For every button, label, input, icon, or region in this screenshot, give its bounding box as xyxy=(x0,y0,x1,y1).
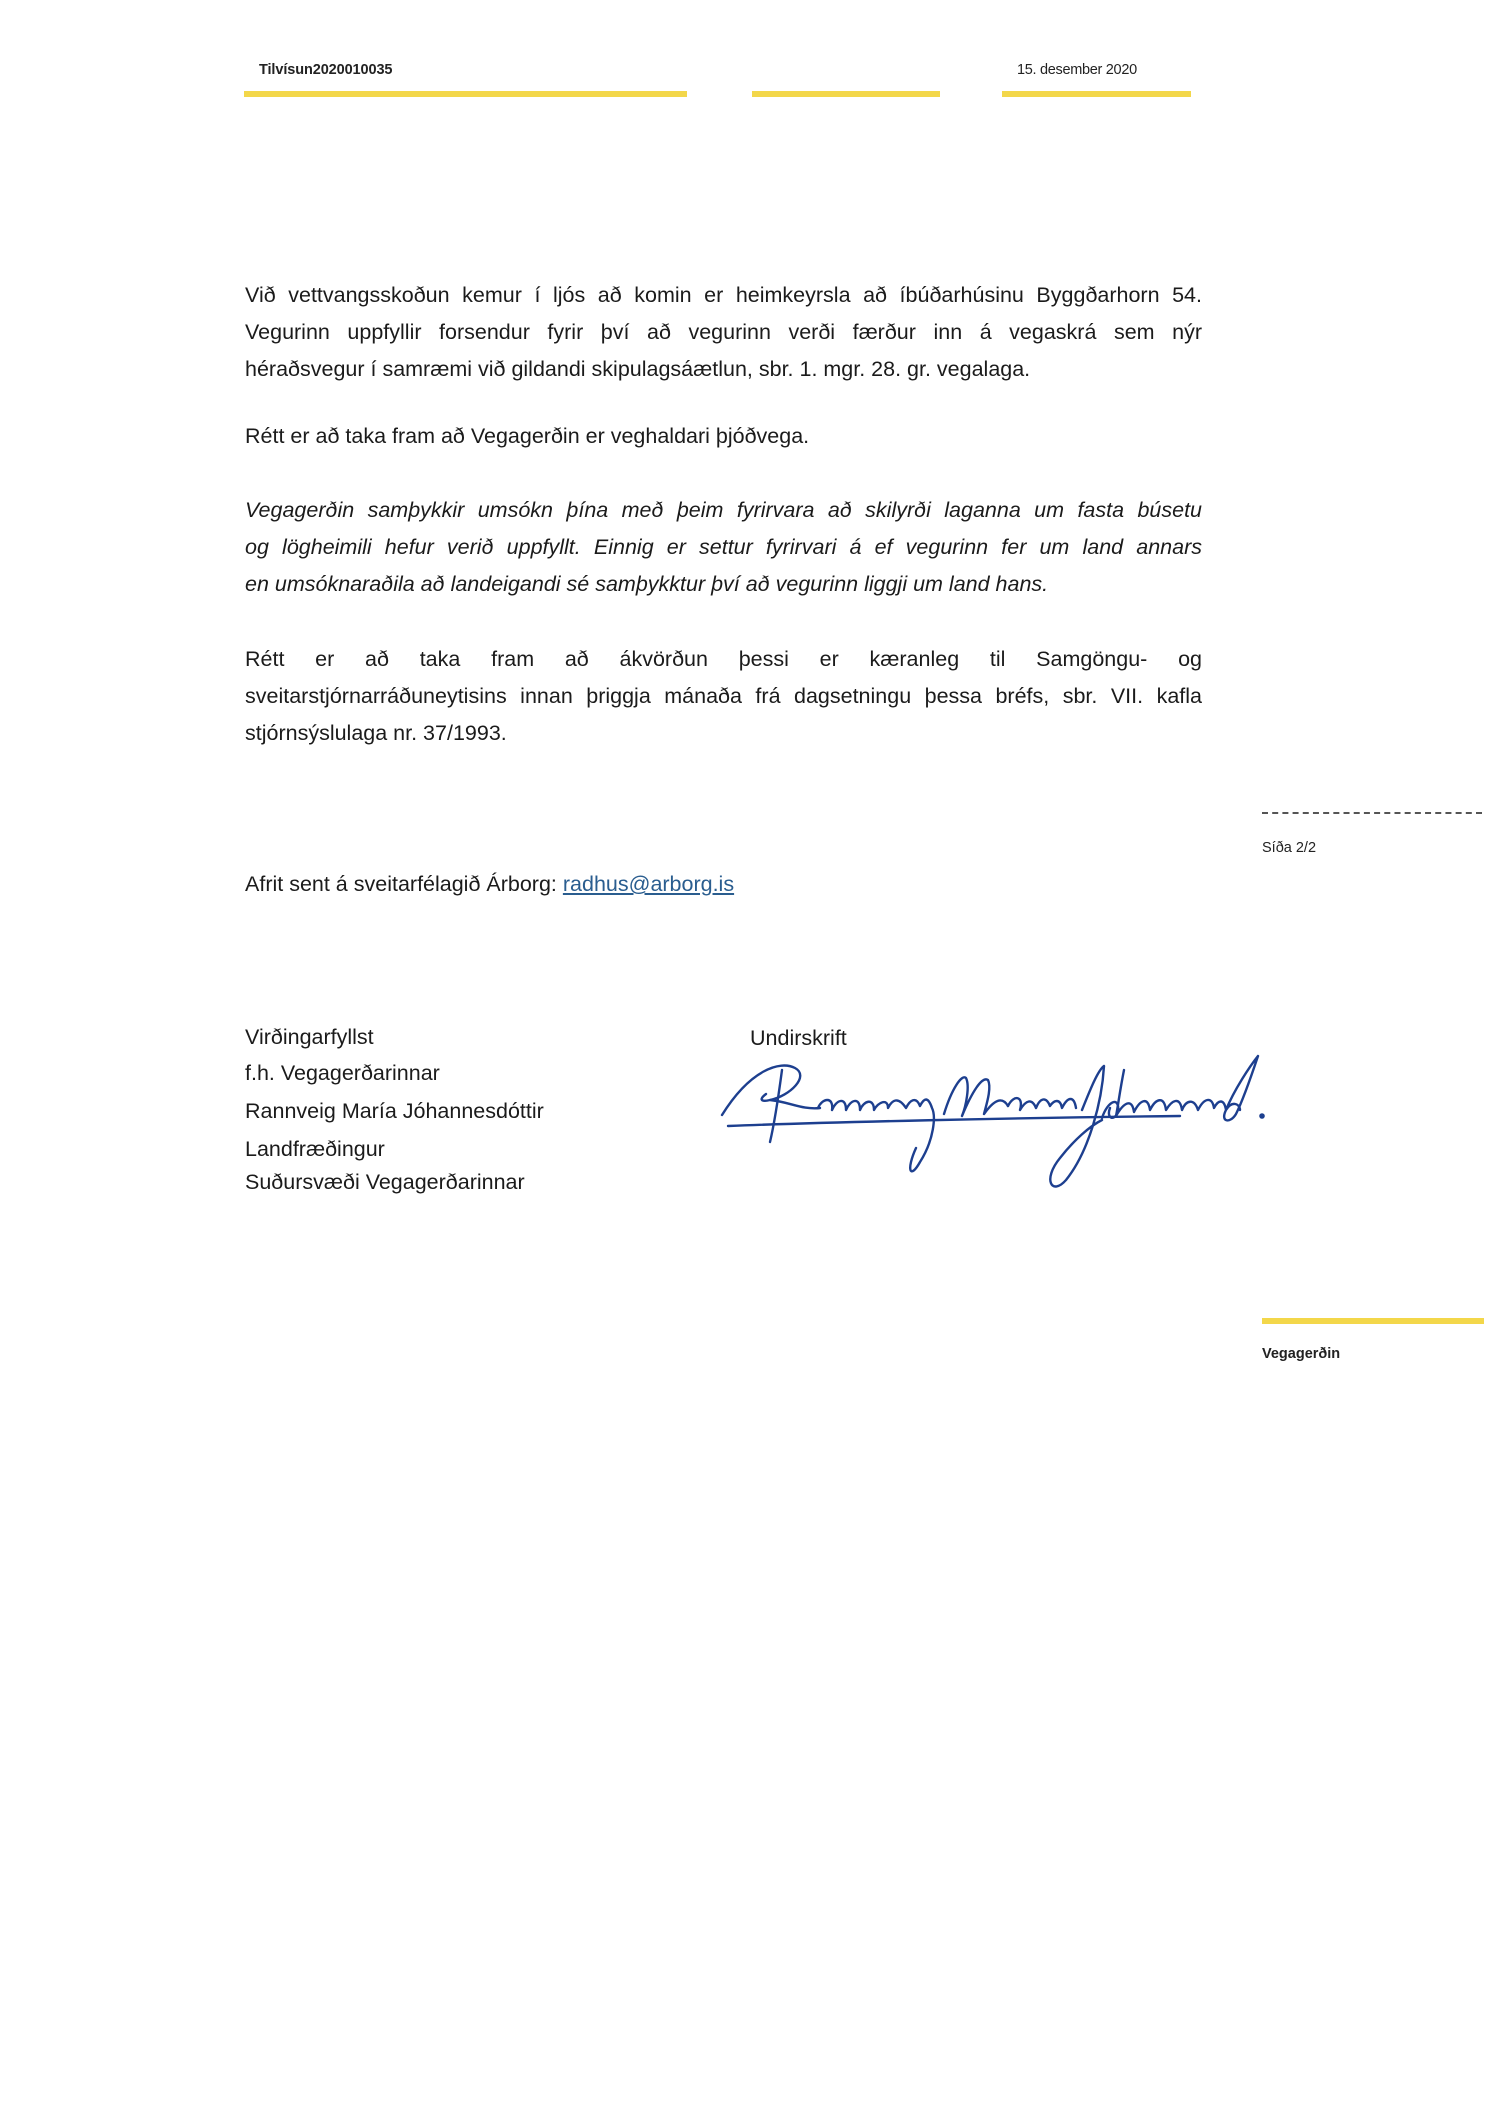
paragraph-line: sveitarstjórnarráðuneytisins innan þriggja mánaða frá dagsetningu þessa bréfs, sbr. VII. kafla xyxy=(245,684,1202,708)
paragraph-appeal xyxy=(245,641,1202,752)
paragraph-line: Vegurinn uppfyllir forsendur fyrir því að vegurinn verði færður inn á vegaskrá sem nýr xyxy=(245,320,1202,344)
paragraph-fieldvisit xyxy=(245,277,1202,388)
header-bar-middle xyxy=(752,91,940,97)
footer-bar xyxy=(1262,1318,1484,1324)
copy-sent-label: Afrit sent á sveitarfélagið Árborg: xyxy=(245,872,563,896)
paragraph-line: Við vettvangsskoðun kemur í ljós að komin er heimkeyrsla að íbúðarhúsinu Byggðarhorn 54. xyxy=(245,283,1202,307)
paragraph-road-authority: Rétt er að taka fram að Vegagerðin er veghaldari þjóðvega. xyxy=(245,424,810,448)
page-divider xyxy=(1262,812,1482,814)
paragraph-line: en umsóknaraðila að landeigandi sé samþykktur því að vegurinn liggji um land hans. xyxy=(245,572,1049,596)
signature-label: Undirskrift xyxy=(750,1026,847,1050)
signature-block xyxy=(245,1020,665,1196)
on-behalf: f.h. Vegagerðarinnar xyxy=(245,1061,440,1085)
document-date: 15. desember 2020 xyxy=(1017,62,1137,78)
paragraph-line: Vegagerðin samþykkir umsókn þína með þeim fyrirvara að skilyrði laganna um fasta búsetu xyxy=(245,498,1202,522)
handwritten-signature xyxy=(710,1030,1290,1190)
signer-name: Rannveig María Jóhannesdóttir xyxy=(245,1099,544,1123)
paragraph-approval xyxy=(245,492,1202,603)
signer-department: Suðursvæði Vegagerðarinnar xyxy=(245,1170,525,1194)
paragraph-line: Rétt er að taka fram að ákvörðun þessi er kæranleg til Samgöngu- og xyxy=(245,647,1202,671)
paragraph-line: héraðsvegur í samræmi við gildandi skipulagsáætlun, sbr. 1. mgr. 28. gr. vegalaga. xyxy=(245,357,1031,381)
copy-sent-line xyxy=(245,866,734,903)
paragraph-line: og lögheimili hefur verið uppfyllt. Einnig er settur fyrirvari á ef vegurinn fer um land annars xyxy=(245,535,1202,559)
footer-organization: Vegagerðin xyxy=(1262,1346,1341,1362)
header-bar-left xyxy=(244,91,687,97)
page-indicator: Síða 2/2 xyxy=(1262,840,1317,856)
paragraph-line: stjórnsýslulaga nr. 37/1993. xyxy=(245,721,507,745)
header-bar-right xyxy=(1002,91,1191,97)
reference-number: Tilvísun2020010035 xyxy=(259,62,393,78)
email-link[interactable]: radhus@arborg.is xyxy=(562,872,735,896)
letter-body xyxy=(245,277,1202,388)
signer-title: Landfræðingur xyxy=(245,1137,385,1161)
closing: Virðingarfyllst xyxy=(245,1025,374,1049)
